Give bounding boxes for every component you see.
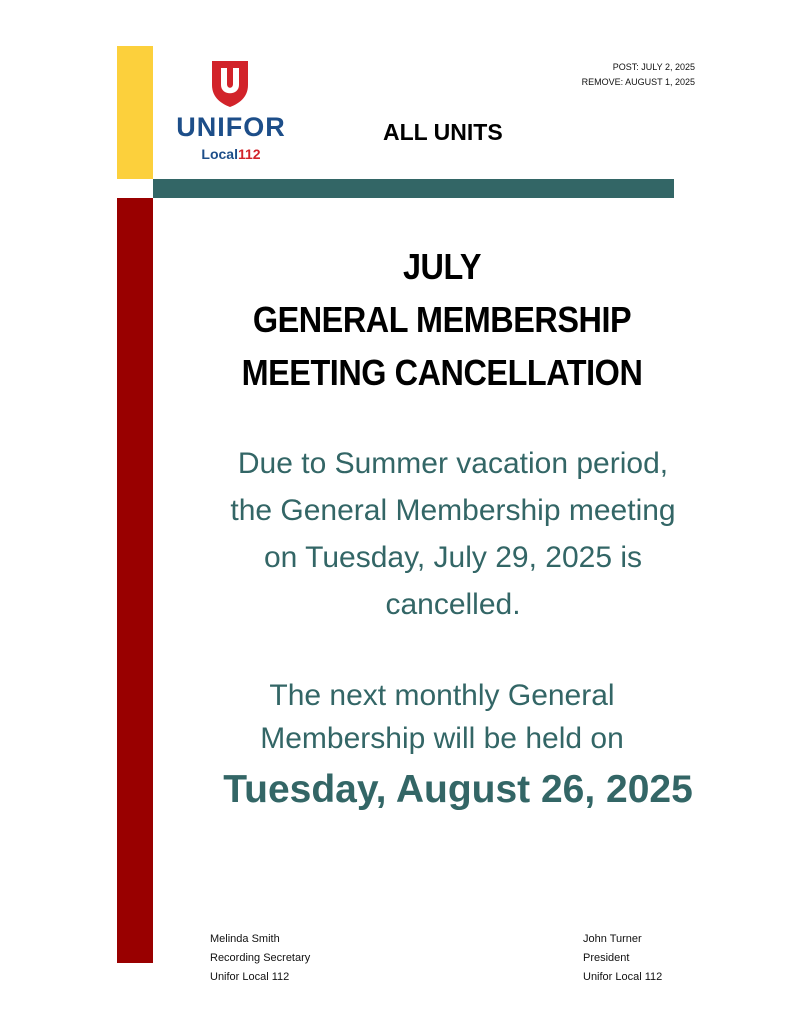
local-label	[170, 146, 292, 162]
unifor-logo	[170, 58, 292, 168]
accent-bar-teal	[153, 179, 674, 198]
headline-line-2: GENERAL MEMBERSHIP	[252, 299, 632, 340]
headline-line-1: JULY	[402, 246, 482, 287]
next-meeting-notice	[153, 674, 731, 760]
headline-line-3: MEETING CANCELLATION	[241, 352, 643, 393]
signatory-secretary	[210, 930, 310, 987]
notice-line-1: Due to Summer vacation period,	[237, 447, 669, 480]
signatory-title: Recording Secretary	[210, 952, 311, 964]
accent-bar-yellow	[117, 46, 153, 179]
notice-line-4: cancelled.	[385, 588, 521, 621]
next-line-1: The next monthly General	[269, 679, 615, 712]
notice-line-3: on Tuesday, July 29, 2025 is	[263, 541, 643, 574]
signatory-org: Unifor Local 112	[583, 971, 663, 983]
remove-date: REMOVE: AUGUST 1, 2025	[581, 77, 695, 87]
signatory-president	[583, 930, 662, 987]
signatory-org: Unifor Local 112	[210, 971, 290, 983]
next-line-2: Membership will be held on	[260, 722, 624, 755]
signatory-name: Melinda Smith	[210, 933, 280, 945]
signatory-name: John Turner	[583, 933, 642, 945]
cancellation-notice	[153, 440, 753, 628]
audience-label: ALL UNITS	[383, 119, 503, 145]
next-meeting-date: Tuesday, August 26, 2025	[223, 768, 693, 811]
unifor-wordmark: UNIFOR	[176, 112, 286, 142]
local-number: 112	[237, 146, 261, 162]
post-date: POST: JULY 2, 2025	[612, 62, 695, 72]
unifor-shield-icon	[210, 58, 250, 108]
headline	[153, 240, 731, 399]
accent-bar-red	[117, 198, 153, 963]
signatory-title: President	[583, 952, 630, 964]
posting-dates	[582, 60, 695, 90]
local-text: Local	[201, 146, 238, 162]
notice-line-2: the General Membership meeting	[230, 494, 676, 527]
